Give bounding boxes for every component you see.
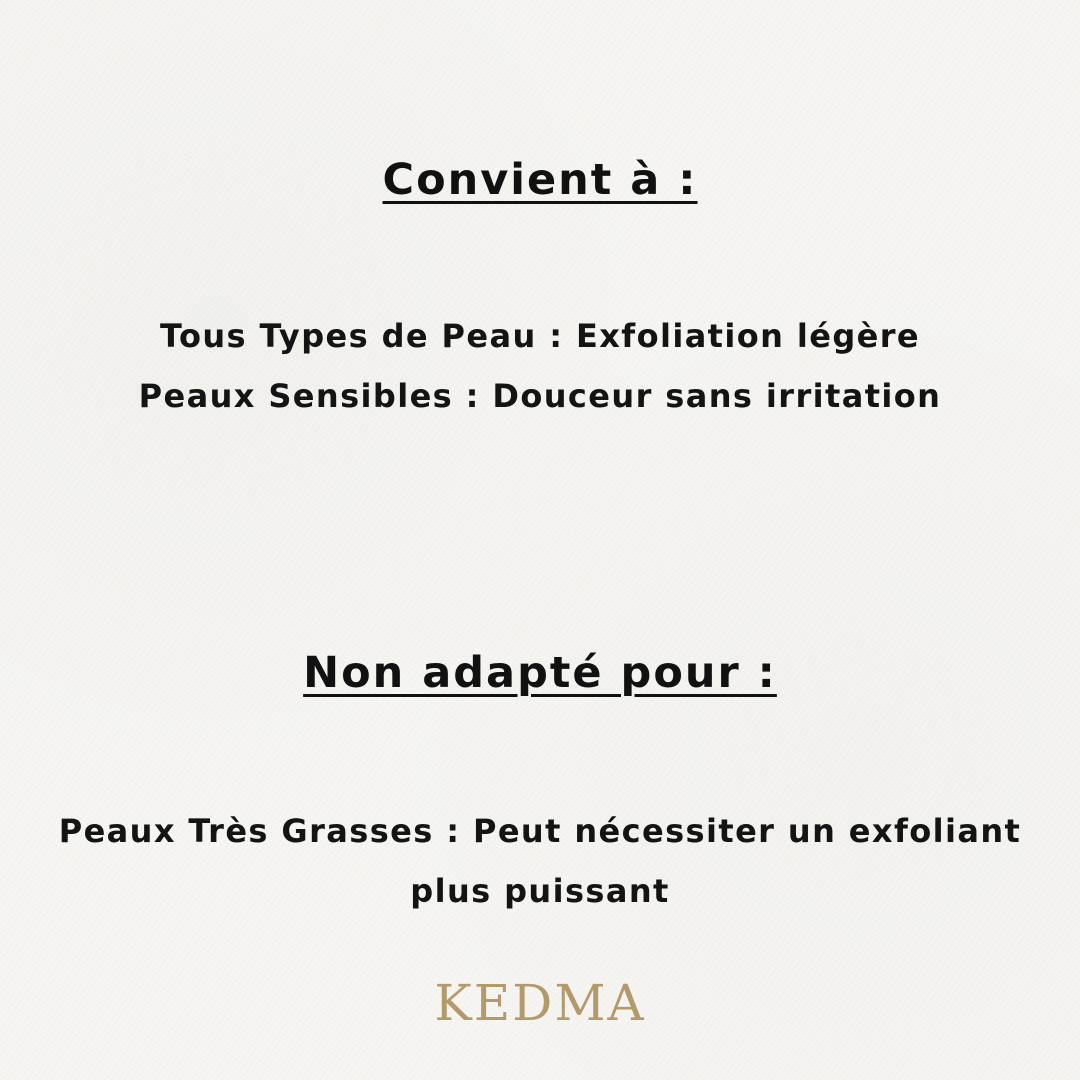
suitable-heading: Convient à : xyxy=(382,155,698,205)
suitable-item-sensitive-skin: Peaux Sensibles : Douceur sans irritation xyxy=(138,377,942,415)
suitable-item-all-skin: Tous Types de Peau : Exfoliation légère xyxy=(159,317,921,355)
not-suitable-line-1: Peaux Très Grasses : Peut nécessiter un exfoliant xyxy=(58,812,1022,850)
brand-logo: KEDMA xyxy=(434,974,646,1032)
not-suitable-line-2: plus puissant xyxy=(410,872,670,910)
not-suitable-heading: Non adapté pour : xyxy=(303,648,777,698)
